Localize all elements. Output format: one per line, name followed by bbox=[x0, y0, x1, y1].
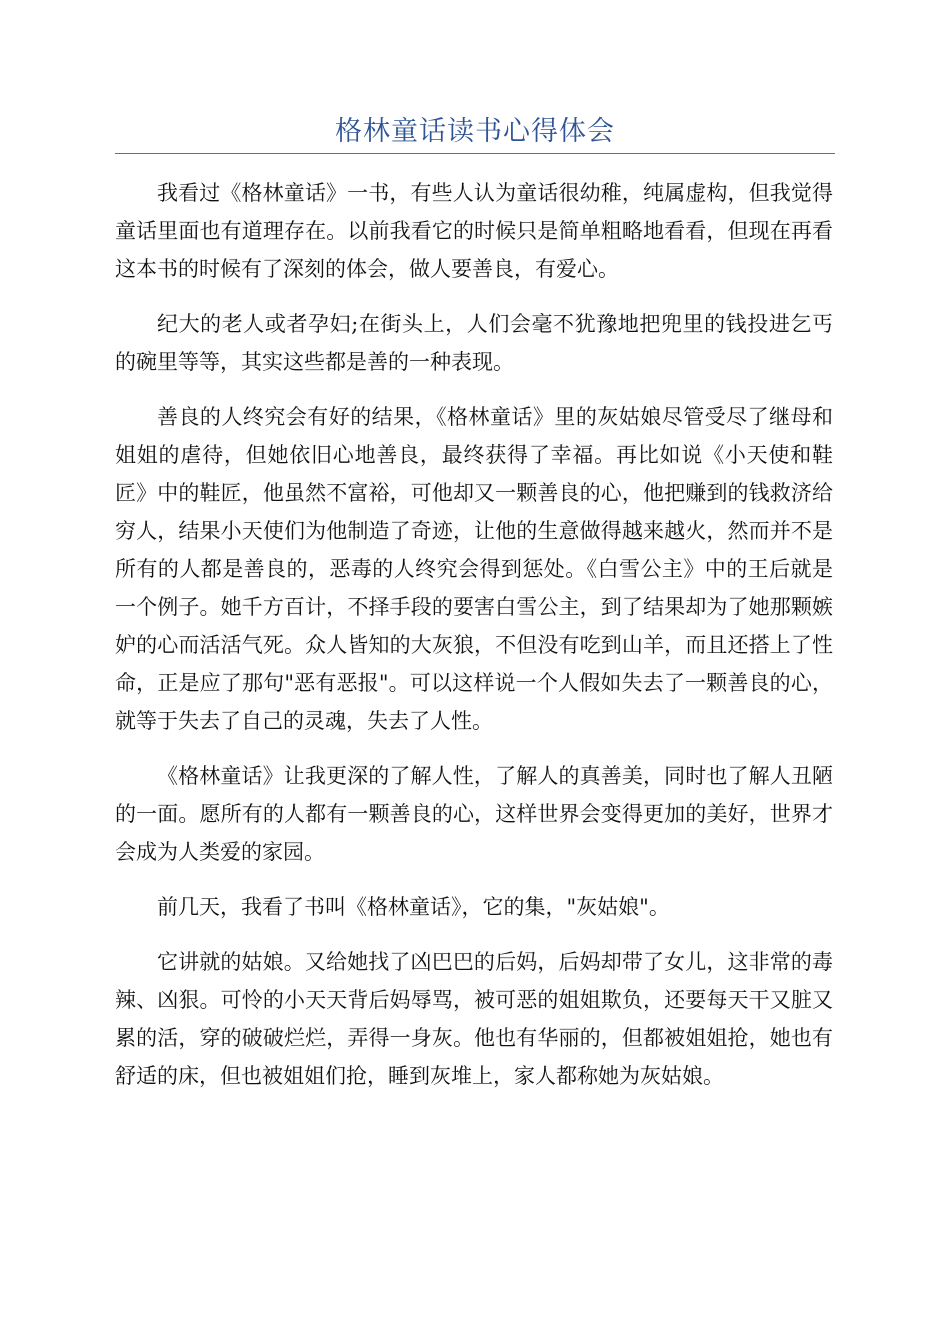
paragraph-6: 它讲就的姑娘。又给她找了凶巴巴的后妈，后妈却带了女儿，这非常的毒辣、凶狠。可怜的小天天背后妈辱骂，被可恶的姐姐欺负，还要每天干又脏又累的活，穿的破破烂烂，弄得一身灰。他也有华丽的，但都被姐姐抢，她也有舒适的床，但也被姐姐们抢，睡到灰堆上，家人都称她为灰姑娘。 bbox=[115, 950, 833, 1088]
title-underline-divider bbox=[115, 153, 835, 154]
document-body bbox=[115, 174, 833, 1112]
paragraph-4: 《格林童话》让我更深的了解人性，了解人的真善美，同时也了解人丑陋的一面。愿所有的人都有一颗善良的心，这样世界会变得更加的美好，世界才会成为人类爱的家园。 bbox=[115, 764, 833, 864]
paragraph-5: 前几天，我看了书叫《格林童话》，它的集，"灰姑娘"。 bbox=[157, 895, 670, 919]
paragraph-3: 善良的人终究会有好的结果，《格林童话》里的灰姑娘尽管受尽了继母和姐姐的虐待，但她依旧心地善良，最终获得了幸福。再比如说《小天使和鞋匠》中的鞋匠，他虽然不富裕，可他却又一颗善良的心，他把赚到的钱救济给穷人，结果小天使们为他制造了奇迹，让他的生意做得越来越火，然而并不是所有的人都是善良的，恶毒的人终究会得到惩处。《白雪公主》中的王后就是一个例子。她千方百计，不择手段的要害白雪公主，到了结果却为了她那颗嫉妒的心而活活气死。众人皆知的大灰狼，不但没有吃到山羊，而且还搭上了性命，正是应了那句"恶有恶报"。可以这样说一个人假如失去了一颗善良的心，就等于失去了自己的灵魂，失去了人性。 bbox=[115, 405, 833, 733]
paragraph-1: 我看过《格林童话》一书，有些人认为童话很幼稚，纯属虚构，但我觉得童话里面也有道理存在。以前我看它的时候只是简单粗略地看看，但现在再看这本书的时候有了深刻的体会，做人要善良，有爱心。 bbox=[115, 181, 833, 281]
paragraph-2: 纪大的老人或者孕妇;在街头上，人们会毫不犹豫地把兜里的钱投进乞丐的碗里等等，其实这些都是善的一种表现。 bbox=[115, 312, 833, 374]
document-title: 格林童话读书心得体会 bbox=[335, 116, 615, 147]
